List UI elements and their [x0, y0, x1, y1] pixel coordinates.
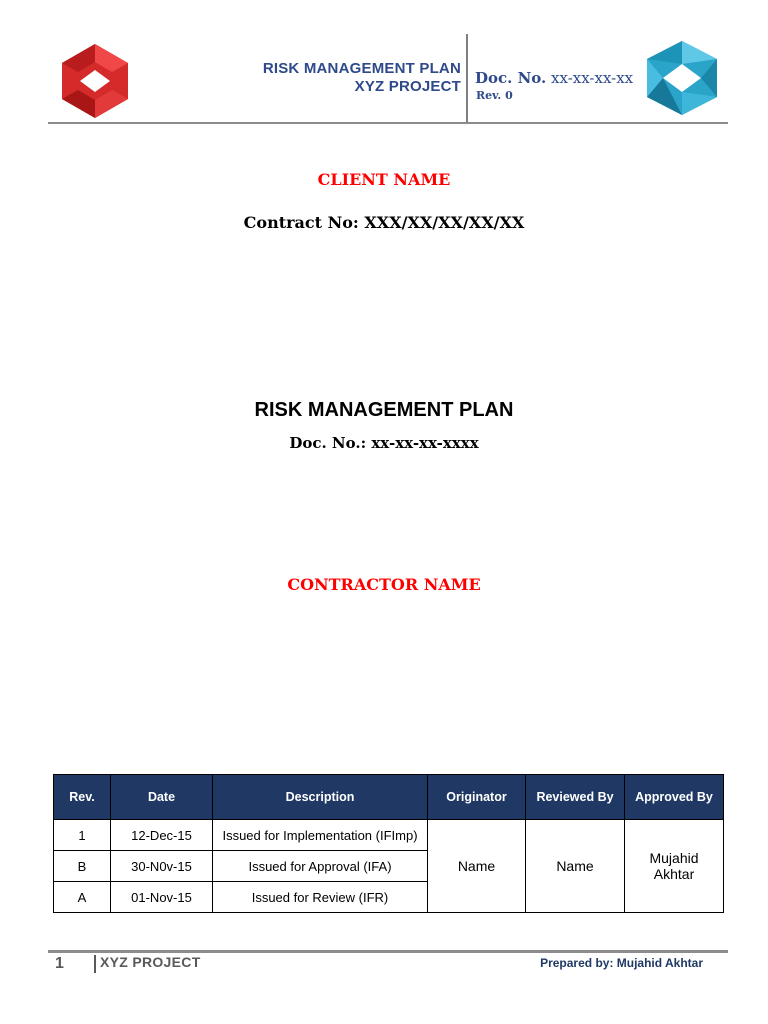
company-logo-left — [58, 42, 132, 120]
column-header-reviewed-by: Reviewed By — [526, 775, 625, 820]
contract-number: Contract No: XXX/XX/XX/XX/XX — [243, 213, 525, 232]
document-number: Doc. No.: xx-xx-xx-xxxx — [289, 434, 479, 452]
header-doc-label: Doc. No. — [475, 69, 547, 87]
column-header-date: Date — [111, 775, 213, 820]
approver-name: Mujahid Akhtar — [649, 850, 699, 882]
cell-date: 12-Dec-15 — [111, 820, 213, 851]
header-revision: Rev. 0 — [476, 89, 513, 102]
cell-description: Issued for Implementation (IFImp) — [213, 820, 428, 851]
column-header-description: Description — [213, 775, 428, 820]
header-rule — [48, 122, 728, 124]
footer-divider — [94, 955, 96, 973]
column-header-rev: Rev. — [54, 775, 111, 820]
footer-project: XYZ PROJECT — [100, 954, 201, 970]
footer-prepared-by: Prepared by: Mujahid Akhtar — [540, 956, 703, 970]
header-title: RISK MANAGEMENT PLAN — [262, 60, 461, 77]
cell-approved-by — [625, 820, 724, 913]
cell-description: Issued for Approval (IFA) — [213, 851, 428, 882]
column-header-originator: Originator — [428, 775, 526, 820]
cell-reviewed-by: Name — [526, 820, 625, 913]
cell-rev: B — [54, 851, 111, 882]
footer-rule — [48, 950, 728, 953]
cell-date: 30-N0v-15 — [111, 851, 213, 882]
header-doc-value: xx-xx-xx-xx — [551, 69, 634, 87]
cell-description: Issued for Review (IFR) — [213, 882, 428, 913]
contractor-name: CONTRACTOR NAME — [287, 575, 481, 594]
cell-date: 01-Nov-15 — [111, 882, 213, 913]
header-title-block — [200, 60, 461, 96]
header-doc-number — [475, 69, 633, 87]
table-row — [54, 820, 724, 851]
revision-table — [53, 774, 724, 913]
client-name: CLIENT NAME — [317, 170, 451, 189]
header-project: XYZ PROJECT — [354, 78, 461, 95]
cell-originator: Name — [428, 820, 526, 913]
table-header-row — [54, 775, 724, 820]
cell-rev: A — [54, 882, 111, 913]
header-divider — [466, 34, 468, 124]
document-title: RISK MANAGEMENT PLAN — [254, 399, 514, 421]
cell-rev: 1 — [54, 820, 111, 851]
column-header-approved-by: Approved By — [625, 775, 724, 820]
page-number: 1 — [55, 955, 64, 972]
company-logo-right — [645, 40, 719, 116]
